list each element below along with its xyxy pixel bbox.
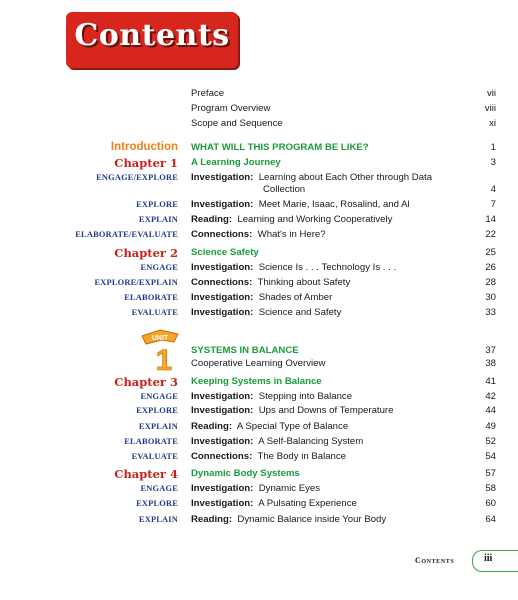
toc-entry-continued: Collection xyxy=(263,184,306,195)
entry-type: Investigation: xyxy=(191,391,254,402)
toc-entry: WHAT WILL THIS PROGRAM BE LIKE? xyxy=(191,142,369,153)
entry-text: Stepping into Balance xyxy=(258,391,353,402)
entry-type: Reading: xyxy=(191,214,233,225)
toc-row-chapter-3[interactable] xyxy=(0,376,518,390)
toc-row-continued[interactable] xyxy=(0,184,518,198)
toc-entry xyxy=(191,214,451,226)
entry-type: Investigation: xyxy=(191,405,254,416)
toc-row[interactable] xyxy=(0,436,518,450)
toc-row-chapter-2[interactable] xyxy=(0,247,518,261)
toc-row-scope[interactable] xyxy=(0,118,518,132)
toc-entry xyxy=(191,451,451,463)
toc-page: 41 xyxy=(485,376,496,387)
entry-type: Connections: xyxy=(191,451,253,462)
toc-page: 30 xyxy=(485,292,496,303)
entry-type: Connections: xyxy=(191,277,253,288)
toc-row[interactable] xyxy=(0,307,518,321)
phase-label: EXPLORE/EXPLAIN xyxy=(94,278,178,287)
toc-entry xyxy=(191,391,451,403)
toc-row-unit-1[interactable] xyxy=(0,345,518,359)
page-title: Contents xyxy=(74,18,230,53)
entry-text: Learning and Working Cooperatively xyxy=(237,214,393,225)
toc-entry: Science Safety xyxy=(191,247,259,258)
entry-text: Learning about Each Other through Data xyxy=(258,172,433,183)
toc-entry xyxy=(191,292,451,304)
entry-text: Dynamic Eyes xyxy=(258,483,321,494)
phase-label: ELABORATE xyxy=(124,293,178,302)
toc-page: 52 xyxy=(485,436,496,447)
phase-label: EVALUATE xyxy=(131,452,178,461)
toc-entry xyxy=(191,229,451,241)
toc-row[interactable] xyxy=(0,391,518,405)
toc-page: 44 xyxy=(485,405,496,416)
footer-page-number: iii xyxy=(484,553,493,564)
entry-text: A Self-Balancing System xyxy=(258,436,364,447)
entry-type: Investigation: xyxy=(191,307,254,318)
entry-text: Meet Marie, Isaac, Rosalind, and Al xyxy=(258,199,410,210)
toc-entry xyxy=(191,483,451,495)
toc-entry xyxy=(191,514,451,526)
entry-text: Shades of Amber xyxy=(258,292,333,303)
entry-text: Dynamic Balance inside Your Body xyxy=(237,514,387,525)
entry-type: Investigation: xyxy=(191,292,254,303)
phase-label: EXPLORE xyxy=(136,499,178,508)
toc-entry xyxy=(191,405,451,417)
toc-entry xyxy=(191,436,451,448)
toc-entry: Keeping Systems in Balance xyxy=(191,376,322,387)
entry-type: Investigation: xyxy=(191,199,254,210)
phase-label: ENGAGE/EXPLORE xyxy=(96,173,178,182)
toc-row[interactable] xyxy=(0,199,518,213)
entry-text: A Pulsating Experience xyxy=(258,498,357,509)
entry-type: Reading: xyxy=(191,514,233,525)
toc-row[interactable] xyxy=(0,498,518,512)
toc-page: 33 xyxy=(485,307,496,318)
toc-entry: SYSTEMS IN BALANCE xyxy=(191,345,299,356)
entry-type: Investigation: xyxy=(191,172,254,183)
unit-word: UNIT xyxy=(151,335,169,342)
toc-entry: Program Overview xyxy=(191,103,271,114)
phase-label: ELABORATE xyxy=(124,437,178,446)
toc-row[interactable] xyxy=(0,421,518,435)
toc-entry: Cooperative Learning Overview xyxy=(191,358,326,369)
toc-page: 28 xyxy=(485,277,496,288)
phase-label: ELABORATE/EVALUATE xyxy=(75,230,178,239)
entry-type: Investigation: xyxy=(191,498,254,509)
toc-page: 37 xyxy=(485,345,496,356)
entry-text: Science Is . . . Technology Is . . . xyxy=(258,262,397,273)
toc-entry xyxy=(191,498,451,510)
phase-label: ENGAGE xyxy=(140,484,178,493)
entry-text: Thinking about Safety xyxy=(257,277,351,288)
entry-type: Investigation: xyxy=(191,483,254,494)
toc-row[interactable] xyxy=(0,405,518,419)
toc-page: 64 xyxy=(485,514,496,525)
toc-page: 3 xyxy=(490,157,496,168)
entry-text: Ups and Downs of Temperature xyxy=(258,405,394,416)
phase-label: EXPLAIN xyxy=(138,515,178,524)
entry-type: Reading: xyxy=(191,421,233,432)
chapter-label: Chapter 1 xyxy=(114,156,178,170)
contents-title-banner xyxy=(66,12,238,68)
toc-row[interactable] xyxy=(0,214,518,228)
toc-entry: A Learning Journey xyxy=(191,157,281,168)
entry-type: Investigation: xyxy=(191,262,254,273)
toc-page: 58 xyxy=(485,483,496,494)
toc-row-chapter-1[interactable] xyxy=(0,157,518,171)
chapter-label: Chapter 4 xyxy=(114,467,178,481)
phase-label: ENGAGE xyxy=(140,263,178,272)
section-label: Introduction xyxy=(110,141,178,153)
toc-entry: Preface xyxy=(191,88,225,99)
toc-page: 7 xyxy=(490,199,496,210)
toc-row[interactable] xyxy=(0,229,518,243)
toc-entry xyxy=(191,277,451,289)
phase-label: ENGAGE xyxy=(140,392,178,401)
toc-entry xyxy=(191,262,451,274)
toc-page: 26 xyxy=(485,262,496,273)
toc-page: 1 xyxy=(490,142,496,153)
chapter-label: Chapter 2 xyxy=(114,246,178,260)
phase-label: EXPLORE xyxy=(136,406,178,415)
toc-row-preface[interactable] xyxy=(0,88,518,102)
footer-page-tab xyxy=(472,550,518,572)
footer-label: Contents xyxy=(415,556,455,565)
toc-row[interactable] xyxy=(0,292,518,306)
phase-label: EVALUATE xyxy=(131,308,178,317)
toc-row[interactable] xyxy=(0,262,518,276)
entry-type: Connections: xyxy=(191,229,253,240)
toc-row[interactable] xyxy=(0,451,518,465)
toc-page: 25 xyxy=(485,247,496,258)
toc-page: 14 xyxy=(485,214,496,225)
phase-label: EXPLAIN xyxy=(138,422,178,431)
toc-page: viii xyxy=(484,103,496,114)
toc-row[interactable] xyxy=(0,358,518,372)
toc-page: 22 xyxy=(485,229,496,240)
toc-page: 57 xyxy=(485,468,496,479)
toc-row-program-overview[interactable] xyxy=(0,103,518,117)
entry-text: What's in Here? xyxy=(257,229,326,240)
toc-row[interactable] xyxy=(0,483,518,497)
toc-entry xyxy=(191,199,451,211)
entry-type: Investigation: xyxy=(191,436,254,447)
entry-text: Science and Safety xyxy=(258,307,342,318)
toc-row[interactable] xyxy=(0,514,518,528)
toc-page: 54 xyxy=(485,451,496,462)
toc-row[interactable] xyxy=(0,277,518,291)
toc-row-introduction[interactable] xyxy=(0,142,518,156)
toc-page: 49 xyxy=(485,421,496,432)
phase-label: EXPLAIN xyxy=(138,215,178,224)
toc-entry xyxy=(191,172,451,184)
entry-text: The Body in Balance xyxy=(257,451,347,462)
chapter-label: Chapter 3 xyxy=(114,375,178,389)
toc-entry xyxy=(191,307,451,319)
toc-page: 42 xyxy=(485,391,496,402)
toc-page: 60 xyxy=(485,498,496,509)
toc-page: xi xyxy=(489,118,496,129)
toc-entry xyxy=(191,421,451,433)
unit-number: 1 xyxy=(155,344,173,372)
phase-label: EXPLORE xyxy=(136,200,178,209)
toc-page: 4 xyxy=(490,184,496,195)
toc-page: vii xyxy=(486,88,496,99)
entry-text: A Special Type of Balance xyxy=(236,421,349,432)
toc-page: 38 xyxy=(485,358,496,369)
toc-entry: Dynamic Body Systems xyxy=(191,468,300,479)
toc-entry: Scope and Sequence xyxy=(191,118,283,129)
toc-row-chapter-4[interactable] xyxy=(0,468,518,482)
